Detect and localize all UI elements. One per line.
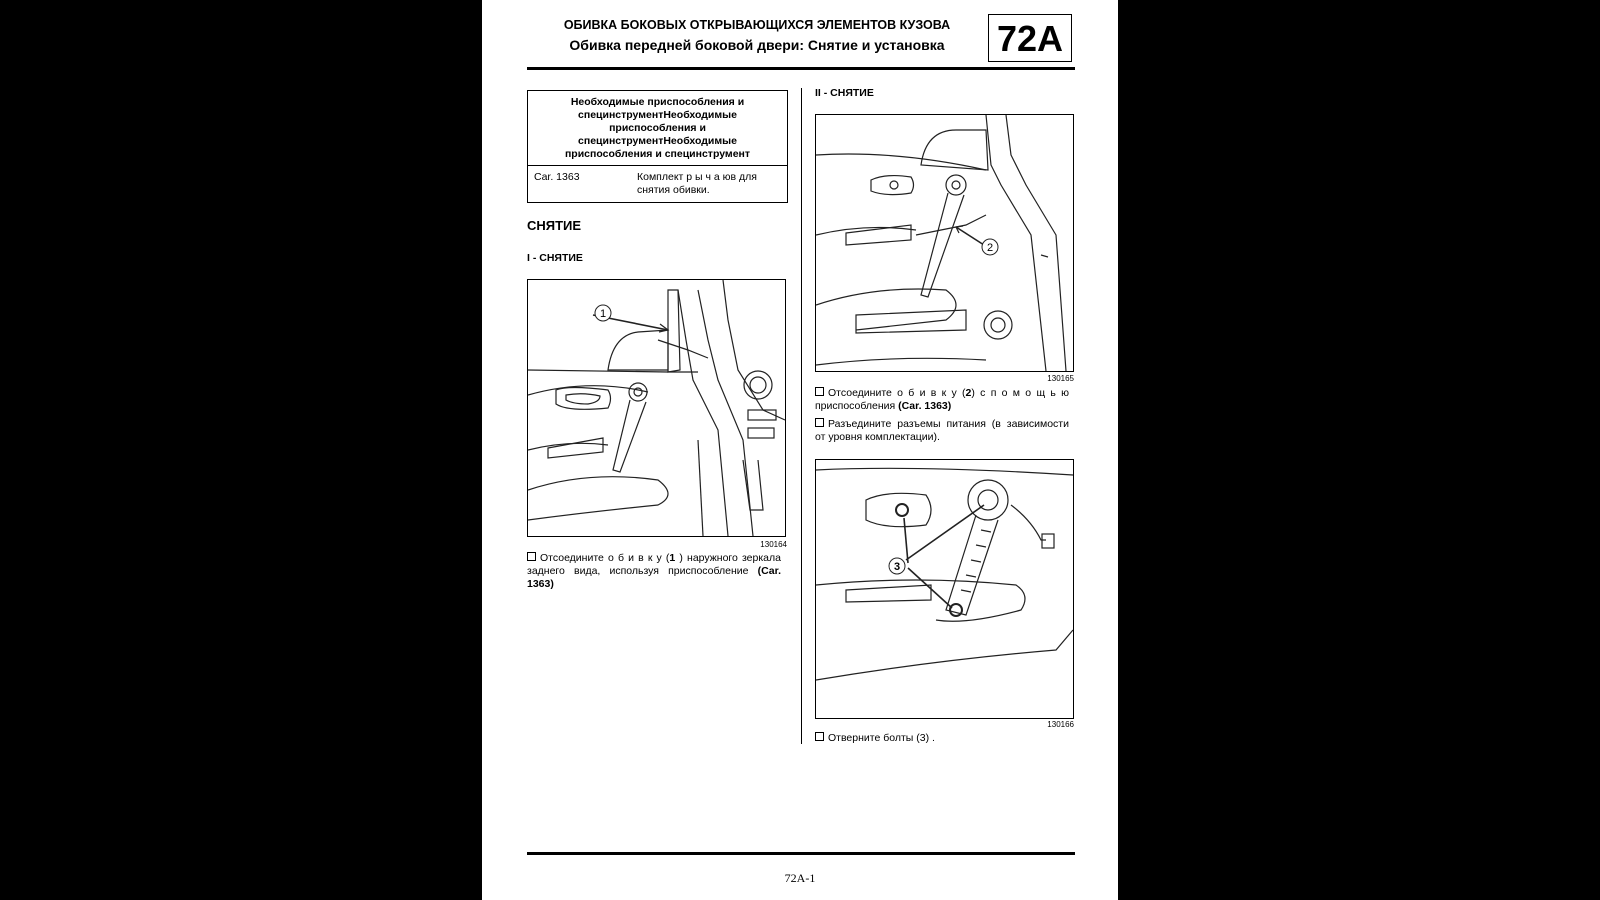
removal-heading: СНЯТИЕ — [527, 218, 582, 233]
checkbox-bullet-icon — [815, 418, 824, 427]
callout-1: 1 — [599, 308, 607, 320]
callout-3: 3 — [893, 561, 901, 573]
checkbox-bullet-icon — [527, 552, 536, 561]
document-page — [482, 0, 1118, 900]
section-code-box: 72A — [988, 14, 1072, 62]
left-subheading: I - СНЯТИЕ — [527, 252, 583, 264]
tool-code: Car. 1363 — [534, 171, 580, 183]
step-remove-door-trim: Отсоедините о б и в к у (2) с п о м о щ ь ю приспособления (Car. 1363) — [815, 387, 1070, 412]
page-title: Обивка передней боковой двери: Снятие и установка — [569, 37, 945, 53]
callout-2: 2 — [986, 242, 994, 254]
figure-number: 130165 — [1047, 374, 1074, 383]
section-title: ОБИВКА БОКОВЫХ ОТКРЫВАЮЩИХСЯ ЭЛЕМЕНТОВ КУЗОВА — [563, 18, 951, 32]
footer-rule — [527, 852, 1075, 855]
step-disconnect-connectors: Разъедините разъемы питания (в зависимости от уровня комплектации). — [815, 418, 1069, 443]
door-bolts-illustration — [816, 460, 1073, 718]
checkbox-bullet-icon — [815, 387, 824, 396]
door-mirror-illustration — [528, 280, 785, 536]
tools-table-header: Необходимые приспособления и специнструментНеобходимые приспособления и специнструментНеобходимые приспособления и специнструмент — [528, 91, 787, 166]
checkbox-bullet-icon — [815, 732, 824, 741]
tools-table — [527, 90, 788, 203]
page-number: 72A-1 — [784, 871, 816, 885]
figure-bolts — [815, 459, 1074, 719]
figure-door-trim — [815, 114, 1074, 372]
tool-description: Комплект р ы ч а юв для снятия обивки. — [637, 171, 757, 196]
right-subheading: II - СНЯТИЕ — [815, 87, 874, 99]
step-remove-mirror-trim: Отсоедините о б и в к у (1 ) наружного зеркала заднего вида, используя приспособление (Car. 1363) — [527, 552, 781, 590]
door-trim-illustration — [816, 115, 1073, 371]
figure-number: 130166 — [1047, 720, 1074, 729]
figure-mirror-trim — [527, 279, 786, 537]
header-rule — [527, 67, 1075, 70]
step-unscrew-bolts: Отверните болты (3) . — [815, 732, 1069, 745]
figure-number: 130164 — [760, 540, 787, 549]
column-divider — [801, 88, 802, 744]
